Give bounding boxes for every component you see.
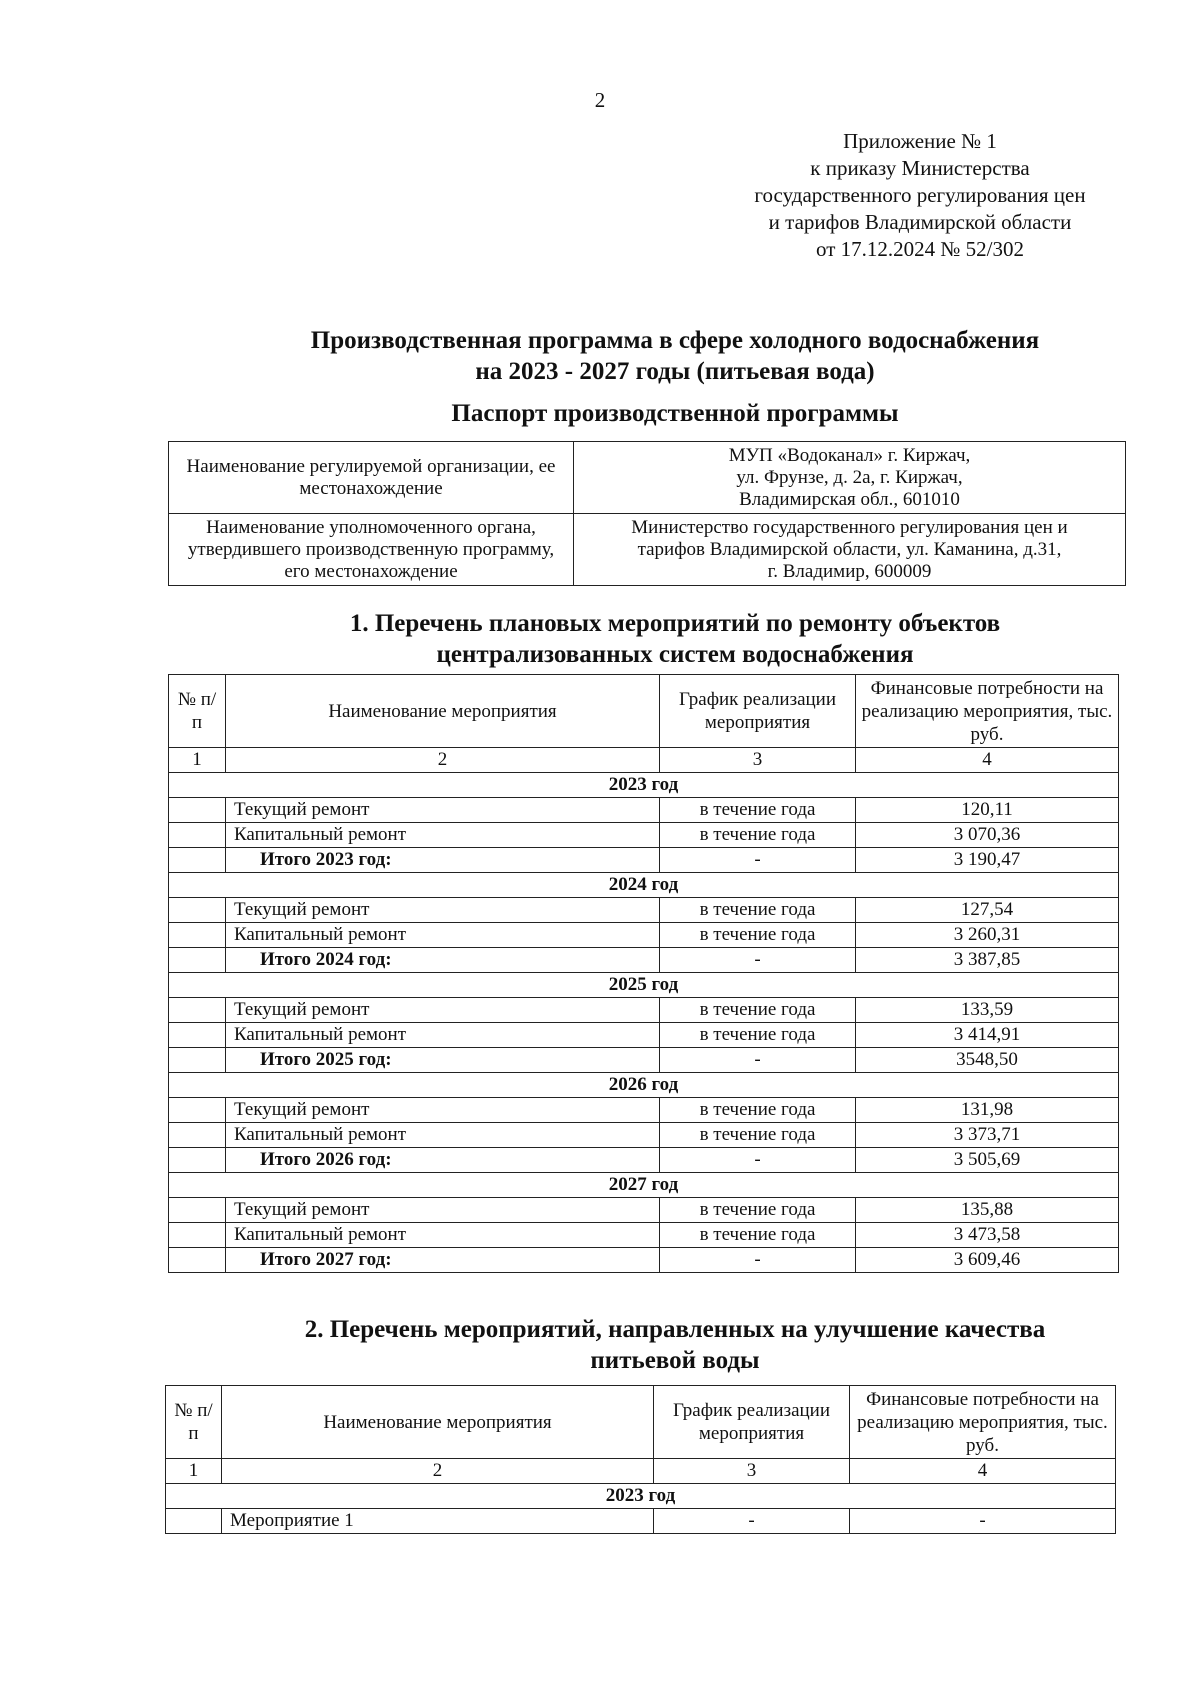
total-amount: 3 609,46 <box>856 1248 1119 1273</box>
row-number <box>169 1123 226 1148</box>
table-row <box>166 1509 1116 1534</box>
passport-title: Паспорт производственной программы <box>451 400 899 427</box>
total-schedule: - <box>660 848 856 873</box>
row-number <box>169 848 226 873</box>
header-row <box>169 675 1119 748</box>
total-schedule: - <box>660 948 856 973</box>
water-quality-table <box>165 1385 1116 1534</box>
year-row <box>166 1484 1116 1509</box>
activity-name: Мероприятие 1 <box>222 1509 654 1534</box>
activity-name: Капитальный ремонт <box>226 1223 660 1248</box>
activity-amount: 120,11 <box>856 798 1119 823</box>
table-row <box>169 923 1119 948</box>
year-label: 2024 год <box>169 873 1119 898</box>
passport-row <box>169 514 1126 586</box>
activity-name: Текущий ремонт <box>226 798 660 823</box>
annex-block <box>690 128 1150 263</box>
total-label: Итого 2023 год: <box>226 848 660 873</box>
header-number: № п/п <box>169 675 226 748</box>
activity-schedule: в течение года <box>660 1123 856 1148</box>
activity-name: Капитальный ремонт <box>226 923 660 948</box>
section1-title <box>255 608 1095 670</box>
passport-label: Наименование регулируемой организации, ее местонахождение <box>169 442 574 514</box>
section2-title <box>255 1314 1095 1376</box>
activity-name: Текущий ремонт <box>226 898 660 923</box>
column-index-row <box>169 748 1119 773</box>
total-amount: 3 190,47 <box>856 848 1119 873</box>
activity-amount: 127,54 <box>856 898 1119 923</box>
row-number <box>169 823 226 848</box>
activity-name: Текущий ремонт <box>226 1098 660 1123</box>
column-index: 3 <box>654 1459 850 1484</box>
activity-amount: 3 414,91 <box>856 1023 1119 1048</box>
annex-line: от 17.12.2024 № 52/302 <box>815 237 1025 261</box>
annex-line: Приложение № 1 <box>843 129 997 153</box>
table-row <box>169 1123 1119 1148</box>
row-number <box>169 1098 226 1123</box>
annex-line: к приказу Министерства <box>810 156 1030 180</box>
activity-schedule: в течение года <box>660 1223 856 1248</box>
column-index: 4 <box>856 748 1119 773</box>
total-row <box>169 1048 1119 1073</box>
total-amount: 3548,50 <box>856 1048 1119 1073</box>
activity-amount: 135,88 <box>856 1198 1119 1223</box>
total-schedule: - <box>660 1148 856 1173</box>
total-row <box>169 1148 1119 1173</box>
total-amount: 3 505,69 <box>856 1148 1119 1173</box>
passport-value <box>574 514 1126 586</box>
total-schedule: - <box>660 1048 856 1073</box>
activity-schedule: в течение года <box>660 1098 856 1123</box>
header-name: Наименование мероприятия <box>226 675 660 748</box>
row-number <box>169 948 226 973</box>
annex-line: и тарифов Владимирской области <box>768 210 1072 234</box>
table-row <box>169 1223 1119 1248</box>
total-label: Итого 2025 год: <box>226 1048 660 1073</box>
row-number <box>169 998 226 1023</box>
row-number <box>169 1048 226 1073</box>
table-row <box>169 1198 1119 1223</box>
section1-title-line: централизованных систем водоснабжения <box>436 641 914 668</box>
document-title-line: на 2023 - 2027 годы (питьевая вода) <box>475 358 875 385</box>
activity-amount: 3 373,71 <box>856 1123 1119 1148</box>
table-row <box>169 998 1119 1023</box>
total-row <box>169 948 1119 973</box>
year-label: 2023 год <box>166 1484 1116 1509</box>
header-name: Наименование мероприятия <box>222 1386 654 1459</box>
passport-value-line: Министерство государственного регулирования цен и <box>631 516 1068 538</box>
column-index-row <box>166 1459 1116 1484</box>
table-row <box>169 1023 1119 1048</box>
column-index: 2 <box>226 748 660 773</box>
total-amount: 3 387,85 <box>856 948 1119 973</box>
activity-amount: 131,98 <box>856 1098 1119 1123</box>
row-number <box>166 1509 222 1534</box>
header-row <box>166 1386 1116 1459</box>
year-row <box>169 1073 1119 1098</box>
activity-schedule: - <box>654 1509 850 1534</box>
year-row <box>169 873 1119 898</box>
passport-value-line: ул. Фрунзе, д. 2а, г. Киржач, <box>736 466 963 488</box>
activity-amount: - <box>850 1509 1116 1534</box>
passport-value-line: МУП «Водоканал» г. Киржач, <box>728 444 971 466</box>
activity-name: Капитальный ремонт <box>226 823 660 848</box>
activity-schedule: в течение года <box>660 998 856 1023</box>
total-row <box>169 848 1119 873</box>
activity-schedule: в течение года <box>660 1023 856 1048</box>
header-number: № п/п <box>166 1386 222 1459</box>
column-index: 3 <box>660 748 856 773</box>
row-number <box>169 898 226 923</box>
row-number <box>169 923 226 948</box>
activity-schedule: в течение года <box>660 898 856 923</box>
total-label: Итого 2024 год: <box>226 948 660 973</box>
passport-value-line: тарифов Владимирской области, ул. Каманина, д.31, <box>637 538 1062 560</box>
year-label: 2027 год <box>169 1173 1119 1198</box>
total-label: Итого 2026 год: <box>226 1148 660 1173</box>
passport-label: Наименование уполномоченного органа, утвердившего производственную программу, его местонахождение <box>169 514 574 586</box>
document-title <box>255 325 1095 387</box>
activity-amount: 3 070,36 <box>856 823 1119 848</box>
row-number <box>169 1198 226 1223</box>
activity-schedule: в течение года <box>660 1198 856 1223</box>
row-number <box>169 1248 226 1273</box>
activity-name: Капитальный ремонт <box>226 1123 660 1148</box>
passport-value <box>574 442 1126 514</box>
year-row <box>169 773 1119 798</box>
year-label: 2023 год <box>169 773 1119 798</box>
activity-schedule: в течение года <box>660 823 856 848</box>
activity-name: Текущий ремонт <box>226 998 660 1023</box>
table-row <box>169 823 1119 848</box>
annex-line: государственного регулирования цен <box>754 183 1086 207</box>
column-index: 1 <box>166 1459 222 1484</box>
section1-title-line: 1. Перечень плановых мероприятий по ремонту объектов <box>349 610 1001 637</box>
document-title-line: Производственная программа в сфере холодного водоснабжения <box>310 327 1040 354</box>
table-row <box>169 898 1119 923</box>
total-schedule: - <box>660 1248 856 1273</box>
row-number <box>169 1148 226 1173</box>
row-number <box>169 1223 226 1248</box>
year-row <box>169 973 1119 998</box>
activity-amount: 133,59 <box>856 998 1119 1023</box>
activity-schedule: в течение года <box>660 798 856 823</box>
column-index: 4 <box>850 1459 1116 1484</box>
total-label: Итого 2027 год: <box>226 1248 660 1273</box>
year-label: 2025 год <box>169 973 1119 998</box>
total-row <box>169 1248 1119 1273</box>
activity-name: Капитальный ремонт <box>226 1023 660 1048</box>
passport-value-line: Владимирская обл., 601010 <box>739 488 960 510</box>
year-row <box>169 1173 1119 1198</box>
activity-amount: 3 473,58 <box>856 1223 1119 1248</box>
repair-plan-table <box>168 674 1119 1273</box>
passport-row <box>169 442 1126 514</box>
year-label: 2026 год <box>169 1073 1119 1098</box>
header-finance: Финансовые потребности на реализацию мероприятия, тыс. руб. <box>856 675 1119 748</box>
column-index: 2 <box>222 1459 654 1484</box>
table-row <box>169 1098 1119 1123</box>
section2-title-line: питьевой воды <box>590 1347 760 1374</box>
column-index: 1 <box>169 748 226 773</box>
table-row <box>169 798 1119 823</box>
activity-name: Текущий ремонт <box>226 1198 660 1223</box>
section2-title-line: 2. Перечень мероприятий, направленных на улучшение качества <box>304 1316 1046 1343</box>
passport-value-line: г. Владимир, 600009 <box>767 560 932 582</box>
header-finance: Финансовые потребности на реализацию мероприятия, тыс. руб. <box>850 1386 1116 1459</box>
activity-schedule: в течение года <box>660 923 856 948</box>
row-number <box>169 798 226 823</box>
activity-amount: 3 260,31 <box>856 923 1119 948</box>
row-number <box>169 1023 226 1048</box>
page-number: 2 <box>594 88 606 112</box>
header-schedule: График реализации мероприятия <box>660 675 856 748</box>
header-schedule: График реализации мероприятия <box>654 1386 850 1459</box>
passport-table <box>168 441 1126 586</box>
